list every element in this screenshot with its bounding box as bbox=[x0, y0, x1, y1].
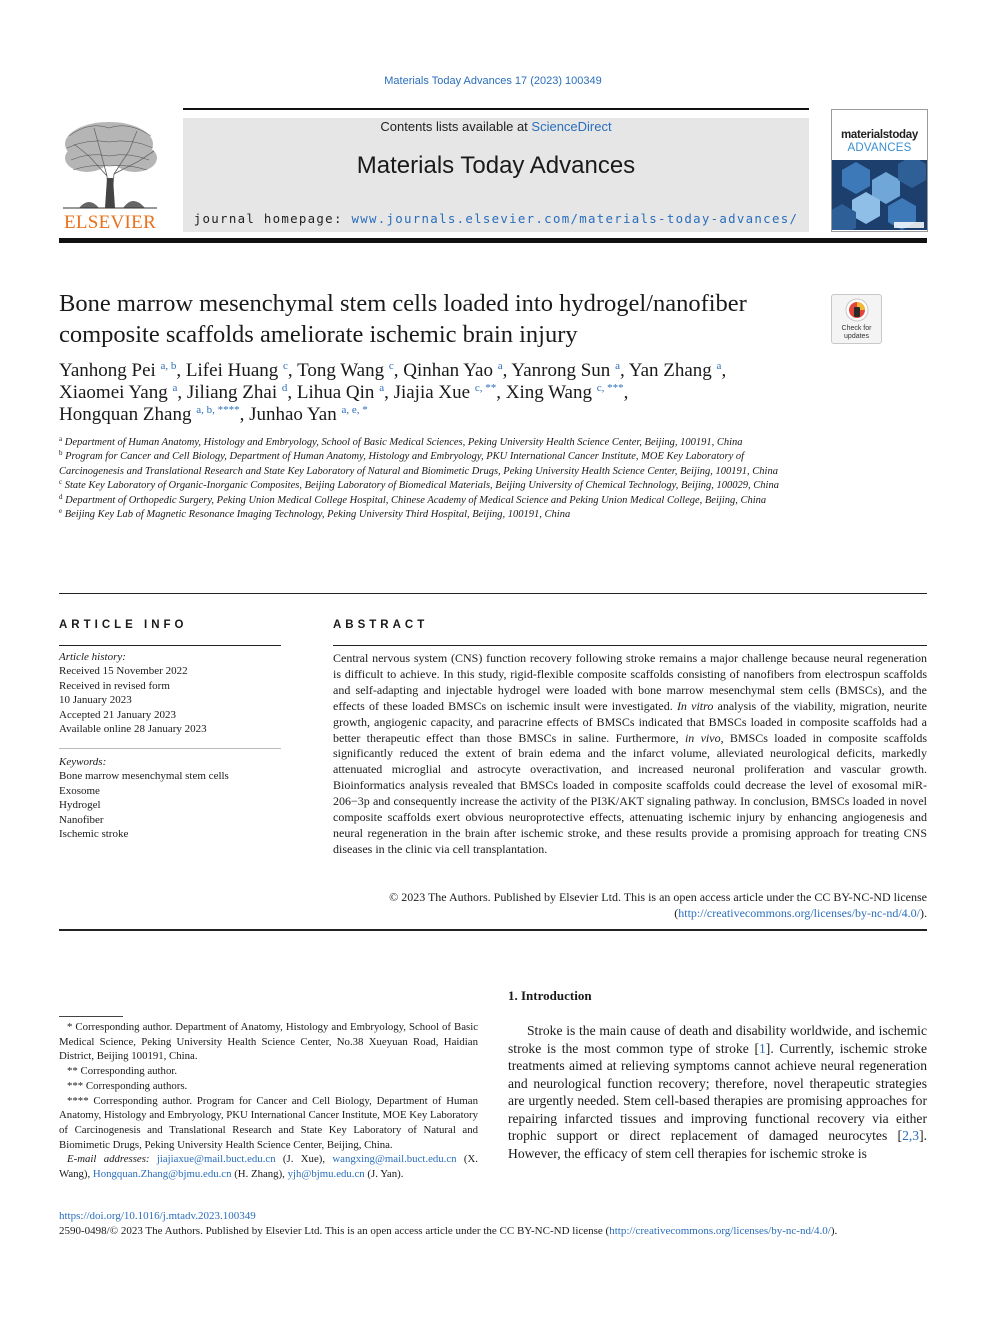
author-separator: , bbox=[496, 382, 506, 403]
author-separator: , bbox=[177, 382, 187, 403]
author-separator: , bbox=[287, 360, 298, 381]
citation-link[interactable]: 2,3 bbox=[902, 1128, 920, 1143]
homepage-link[interactable]: www.journals.elsevier.com/materials-today-advances/ bbox=[351, 211, 799, 226]
abstract-italic: In vitro bbox=[676, 698, 714, 713]
affiliation-text: Department of Human Anatomy, Histology and Embryology, School of Basic Medical Sciences, Peking University Health Science Center, Beijing, 100191, China bbox=[64, 437, 743, 448]
author-separator: , bbox=[393, 360, 404, 381]
affiliation-marker: d bbox=[59, 492, 63, 501]
history-label: Article history: bbox=[59, 651, 126, 663]
affiliation-marker: a bbox=[59, 435, 63, 443]
keyword: Exosome bbox=[59, 784, 100, 797]
check-for-updates-badge[interactable] bbox=[831, 294, 882, 344]
author-separator: , bbox=[384, 382, 394, 403]
abstract-copyright bbox=[333, 890, 927, 922]
abstract-segment: , BMSCs loaded in composite scaffolds significantly reduced the extent of brain edema and the infarct volume, alleviated neurological deficits, markedly attenuated microglial and astrocyte overactivation, and increased neuronal proliferation and vascular growth. Bioinformatics analysis revealed that BMSCs loaded in composite scaffolds could decrease the level of exosomal miR-206−3p and consequently increase the activity of the PI3K/AKT signaling pathway. In conclusion, BMSCs loaded in novel composite scaffolds exert obvious neuroprotective effects, attenuating ischemic injury by enhancing angiogenesis and neural regeneration in the brain after ischemic stroke, and these results provide a promising approach for treating CNS diseases in the clinic via cell transplantation. bbox=[333, 730, 927, 856]
license-link[interactable]: http://creativecommons.org/licenses/by-nc-nd/4.0/ bbox=[609, 1225, 831, 1237]
author-separator: , bbox=[287, 382, 297, 403]
email-link[interactable]: yjh@bjmu.edu.cn bbox=[287, 1168, 365, 1181]
history-item: Available online 28 January 2023 bbox=[59, 723, 207, 736]
homepage-prefix: journal homepage: bbox=[193, 211, 352, 226]
author-separator: , bbox=[721, 360, 727, 381]
affiliation-text: Program for Cancer and Cell Biology, Department of Human Anatomy, Histology and Embryology, PKU International Cancer Institute, MOE Key Laboratory of Carcinogenesis and Translational Research and State Key Laboratory of Natural and Biomimetic Drugs, Peking University Health Science Center, Beijing, 100191, China bbox=[59, 451, 778, 477]
email-footnote bbox=[59, 1152, 478, 1181]
abstract-heading: ABSTRACT bbox=[333, 619, 429, 631]
email-label: E-mail addresses: bbox=[67, 1153, 150, 1166]
journal-cover[interactable] bbox=[831, 109, 928, 232]
history-item: Received in revised form bbox=[59, 679, 170, 692]
header-thick-rule bbox=[59, 238, 927, 243]
affiliation bbox=[59, 479, 811, 493]
author-affiliation-marker[interactable]: a bbox=[615, 360, 620, 372]
author-affiliation-marker[interactable]: c, ** bbox=[474, 382, 497, 394]
author-list bbox=[59, 360, 919, 426]
author-affiliation-marker[interactable]: d bbox=[281, 382, 288, 394]
affiliation bbox=[59, 450, 811, 479]
email-owner: (J. Yan). bbox=[364, 1168, 404, 1181]
cover-artwork bbox=[832, 160, 927, 230]
email-link[interactable]: jiajiaxue@mail.buct.edu.cn bbox=[156, 1153, 276, 1166]
history-item: Accepted 21 January 2023 bbox=[59, 708, 176, 721]
email-owner: (J. Xue), bbox=[275, 1153, 333, 1166]
author-name[interactable]: Jiliang Zhai bbox=[186, 382, 278, 403]
author-separator: , bbox=[623, 382, 629, 403]
journal-citation[interactable]: Materials Today Advances 17 (2023) 100349 bbox=[384, 75, 602, 87]
journal-homepage bbox=[183, 211, 809, 226]
author-name[interactable]: Yanhong Pei bbox=[59, 360, 156, 381]
article-title: Bone marrow mesenchymal stem cells loaded into hydrogel/nanofiber composite scaffolds ameliorate ischemic brain injury bbox=[59, 290, 747, 348]
contents-prefix: Contents lists available at bbox=[380, 119, 532, 134]
elsevier-wordmark: ELSEVIER bbox=[63, 212, 157, 233]
footnote: *** Corresponding authors. bbox=[67, 1079, 188, 1092]
divider bbox=[59, 748, 281, 749]
cover-subtitle: ADVANCES bbox=[847, 142, 912, 154]
copyright-end: ). bbox=[920, 905, 927, 920]
keyword: Ischemic stroke bbox=[59, 828, 129, 841]
affiliation bbox=[59, 508, 811, 522]
affiliation-text: State Key Laboratory of Organic-Inorganic Composites, Beijing Laboratory of Biomedical Materials, Beijing University of Chemical Technology, Beijing, 100029, China bbox=[64, 480, 779, 492]
divider bbox=[59, 645, 281, 646]
doi-link[interactable]: https://doi.org/10.1016/j.mtadv.2023.100349 bbox=[59, 1210, 256, 1222]
affiliation-text: Beijing Key Lab of Magnetic Resonance Imaging Technology, Peking University Third Hospital, Beijing, 100191, China bbox=[64, 509, 571, 521]
keyword: Bone marrow mesenchymal stem cells bbox=[59, 770, 229, 783]
author-separator: , bbox=[239, 404, 250, 425]
keyword: Nanofiber bbox=[59, 813, 104, 826]
affiliation-marker: b bbox=[59, 449, 63, 458]
author-name[interactable]: Xing Wang bbox=[505, 382, 592, 403]
issn-text: 2590-0498/© 2023 The Authors. Published by Elsevier Ltd. This is an open access article under the CC BY-NC-ND license ( bbox=[59, 1225, 610, 1237]
author-affiliation-marker[interactable]: a, b, **** bbox=[196, 404, 240, 416]
author-separator: , bbox=[619, 360, 629, 381]
author-affiliation-marker[interactable]: c bbox=[388, 360, 394, 372]
author-affiliation-marker[interactable]: a bbox=[172, 382, 178, 394]
author-affiliation-marker[interactable]: c, *** bbox=[596, 382, 624, 394]
author-affiliation-marker[interactable]: a bbox=[497, 360, 503, 372]
author-name[interactable]: Yanrong Sun bbox=[511, 360, 611, 381]
affiliation bbox=[59, 436, 811, 450]
article-history bbox=[59, 650, 281, 736]
footnotes bbox=[59, 1020, 478, 1182]
affiliations bbox=[59, 436, 811, 522]
citation-link[interactable]: 1 bbox=[759, 1040, 766, 1056]
cover-title: materialstoday bbox=[841, 129, 918, 141]
article-info-heading: ARTICLE INFO bbox=[59, 619, 188, 631]
author-name[interactable]: Qinhan Yao bbox=[403, 360, 493, 381]
author-separator: , bbox=[502, 360, 512, 381]
author-name[interactable]: Yan Zhang bbox=[628, 360, 712, 381]
keywords bbox=[59, 755, 281, 841]
sciencedirect-link[interactable]: ScienceDirect bbox=[531, 119, 612, 134]
affiliation bbox=[59, 494, 811, 508]
divider bbox=[59, 593, 927, 594]
footnote: **** Corresponding author. Program for Cancer and Cell Biology, Department of Human Anatomy, Histology and Embryology, PKU International Cancer Institute, MOE Key Laboratory of Carcinogenesis and Translational Research and State Key Laboratory of Natural and Biomimetic Drugs, Peking University Health Science Center, Beijing, China. bbox=[59, 1094, 478, 1151]
issn-license-line bbox=[59, 1225, 939, 1237]
divider bbox=[333, 645, 927, 646]
author-name[interactable]: Tong Wang bbox=[297, 360, 385, 381]
author-name[interactable]: Xiaomei Yang bbox=[59, 382, 168, 403]
history-item: 10 January 2023 bbox=[59, 694, 132, 707]
author-name[interactable]: Lihua Qin bbox=[296, 382, 375, 403]
author-name[interactable]: Junhao Yan bbox=[249, 404, 337, 425]
intro-segment: Stroke is the main cause of death and disability worldwide, and ischemic stroke is the most common type of stroke [ bbox=[508, 1023, 927, 1056]
abstract-text bbox=[333, 651, 927, 858]
email-link[interactable]: Hongquan.Zhang@bjmu.edu.cn bbox=[92, 1168, 232, 1181]
keyword: Hydrogel bbox=[59, 799, 101, 812]
email-owner: (H. Zhang), bbox=[231, 1168, 288, 1181]
email-link[interactable]: wangxing@mail.buct.edu.cn bbox=[332, 1153, 457, 1166]
contents-line bbox=[183, 119, 809, 134]
author-name[interactable]: Jiajia Xue bbox=[393, 382, 471, 403]
author-name[interactable]: Lifei Huang bbox=[185, 360, 279, 381]
abstract-segment: analysis of the viability, migration, neurite growth, angiogenic capacity, and paracrine effects of BMSCs indicated that BMSCs loaded in composite scaffolds had a better therapeutic effect than those BMSCs in saline. Furthermore, bbox=[333, 698, 927, 745]
author-affiliation-marker[interactable]: a, e, * bbox=[341, 404, 368, 416]
introduction-heading: 1. Introduction bbox=[508, 988, 592, 1003]
affiliation-marker: e bbox=[59, 507, 63, 516]
author-affiliation-marker[interactable]: a, b bbox=[160, 360, 177, 372]
footnote: * Corresponding author. Department of Anatomy, Histology and Embryology, School of Basic Medical Science, Peking University Health Science Center, No.38 Xueyuan Road, Haidian District, Beijing 100191, China. bbox=[59, 1021, 478, 1063]
footnote-rule bbox=[59, 1016, 123, 1017]
intro-segment: ]. However, the efficacy of stem cell therapies for ischemic stroke is bbox=[508, 1128, 927, 1161]
email-owner: (X. Wang), bbox=[59, 1153, 478, 1181]
intro-segment: ]. Currently, ischemic stroke treatments aimed at relieving symptoms cannot achieve neural regeneration and neurological function recovery; therefore, novel therapeutic strategies are urgently needed. Stem cell-based therapies are promising approaches for repairing infarcted tissues and improving functional recovery via either trophic support or direct replacement of damaged neurocytes [ bbox=[508, 1040, 927, 1143]
header-top-rule bbox=[183, 108, 809, 110]
issn-end: ). bbox=[830, 1225, 838, 1237]
check-updates-icon bbox=[845, 298, 869, 324]
introduction-text bbox=[508, 1022, 927, 1162]
abstract-italic: in vivo bbox=[684, 730, 721, 745]
copyright-text: © 2023 The Authors. Published by Elsevier Ltd. This is an open access article under the CC BY-NC-ND license ( bbox=[389, 890, 927, 920]
author-affiliation-marker[interactable]: a bbox=[716, 360, 722, 372]
abstract-segment: Central nervous system (CNS) function recovery following stroke remains a major challenge because neural regeneration is difficult to achieve. In this study, rigid-flexible composite scaffolds consisting of nanofibers from electrospun scaffolds and self-adapting and injectable hydrogel were loaded with bone marrow mesenchymal stem cells (BMSCs), and the effects of these loaded BMSCs on ischemic insult were investigated. bbox=[333, 651, 927, 713]
divider bbox=[59, 929, 927, 931]
author-affiliation-marker[interactable]: c bbox=[283, 360, 288, 372]
author-name[interactable]: Hongquan Zhang bbox=[59, 404, 192, 425]
author-separator: , bbox=[176, 360, 186, 381]
author-affiliation-marker[interactable]: a bbox=[379, 382, 385, 394]
affiliation-text: Department of Orthopedic Surgery, Peking Union Medical College Hospital, Chinese Academy of Medical Science and Peking Union Medical College, Beijing, China bbox=[65, 494, 767, 506]
history-item: Received 15 November 2022 bbox=[59, 665, 188, 678]
check-updates-label: Check for updates bbox=[841, 325, 872, 340]
footnote: ** Corresponding author. bbox=[67, 1065, 178, 1078]
keywords-label: Keywords: bbox=[59, 756, 107, 768]
license-link[interactable]: http://creativecommons.org/licenses/by-nc-nd/4.0/ bbox=[678, 905, 920, 920]
affiliation-marker: c bbox=[59, 478, 63, 487]
journal-title: Materials Today Advances bbox=[356, 152, 636, 179]
